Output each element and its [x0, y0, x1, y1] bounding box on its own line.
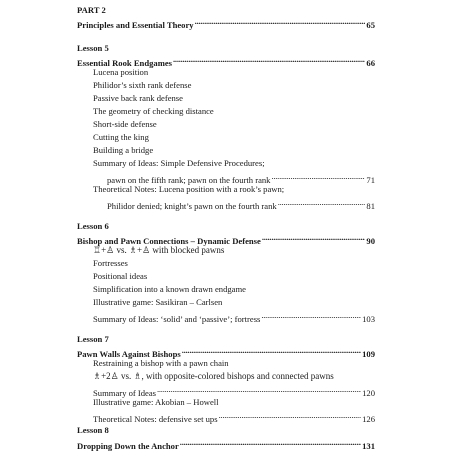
page-number: 90	[366, 236, 375, 246]
toc-subentry[interactable]: Lucena position	[93, 67, 149, 77]
page-number: 103	[362, 314, 375, 324]
entry-title: Bishop and Pawn Connections – Dynamic Defense	[77, 236, 261, 246]
entry-title: Summary of Ideas: ‘solid’ and ‘passive’; fortress	[93, 314, 261, 324]
lesson-8-label: Lesson 8	[77, 425, 109, 435]
toc-subentry[interactable]: ♖+♙ vs. ♗+♙ with blocked pawns	[93, 245, 225, 255]
dot-leader	[219, 409, 362, 422]
entry-title: Philidor denied; knight’s pawn on the fourth rank	[107, 201, 277, 211]
toc-subentry[interactable]: Restraining a bishop with a pawn chain	[93, 358, 229, 368]
toc-subentry[interactable]	[93, 383, 375, 396]
toc-subentry-continued[interactable]	[107, 196, 375, 209]
page-number: 120	[362, 388, 375, 398]
page-number: 109	[362, 349, 375, 359]
dot-leader	[271, 170, 365, 183]
toc-subentry[interactable]: The geometry of checking distance	[93, 106, 214, 116]
toc-subentry[interactable]: Cutting the king	[93, 132, 149, 142]
page-number: 126	[362, 414, 375, 424]
entry-title: Pawn Walls Against Bishops	[77, 349, 181, 359]
toc-subentry[interactable]: Theoretical Notes: Lucena position with a rook’s pawn;	[93, 184, 285, 194]
toc-subentry[interactable]	[93, 309, 375, 322]
entry-title: Theoretical Notes: defensive set ups	[93, 414, 218, 424]
dot-leader	[261, 309, 361, 322]
toc-subentry[interactable]	[93, 409, 375, 422]
toc-subentry[interactable]: Passive back rank defense	[93, 93, 183, 103]
toc-subentry[interactable]: Philidor’s sixth rank defense	[93, 80, 192, 90]
toc-subentry[interactable]: Fortresses	[93, 258, 128, 268]
toc-entry-lesson-5[interactable]	[77, 53, 375, 66]
dot-leader	[278, 196, 366, 209]
entry-title: Dropping Down the Anchor	[77, 441, 179, 451]
lesson-6-label: Lesson 6	[77, 221, 109, 231]
dot-leader	[180, 436, 361, 449]
toc-subentry[interactable]: Short-side defense	[93, 119, 157, 129]
toc-subentry[interactable]: Illustrative game: Akobian – Howell	[93, 397, 219, 407]
dot-leader	[195, 15, 366, 28]
lesson-5-label: Lesson 5	[77, 43, 109, 53]
dot-leader	[182, 344, 361, 357]
entry-title: Principles and Essential Theory	[77, 20, 194, 30]
part-label: PART 2	[77, 5, 106, 15]
entry-title: pawn on the fifth rank; pawn on the fourth rank	[107, 175, 271, 185]
entry-title: Summary of Ideas	[93, 388, 157, 398]
toc-subentry[interactable]: Simplification into a known drawn endgame	[93, 284, 246, 294]
dot-leader	[262, 231, 366, 244]
page-number: 66	[366, 58, 375, 68]
page-number: 81	[366, 201, 375, 211]
lesson-7-label: Lesson 7	[77, 334, 109, 344]
toc-subentry[interactable]: Illustrative game: Sasikiran – Carlsen	[93, 297, 223, 307]
dot-leader	[157, 383, 361, 396]
toc-subentry[interactable]: Positional ideas	[93, 271, 148, 281]
dot-leader	[173, 53, 365, 66]
toc-entry-lesson-6[interactable]	[77, 231, 375, 244]
toc-subentry[interactable]: Summary of Ideas: Simple Defensive Procedures;	[93, 158, 265, 168]
page-number: 65	[366, 20, 375, 30]
page-number: 131	[362, 441, 375, 451]
toc-entry-lesson-8[interactable]	[77, 436, 375, 449]
toc-subentry[interactable]: Building a bridge	[93, 145, 154, 155]
entry-title: Essential Rook Endgames	[77, 58, 173, 68]
toc-subentry[interactable]: ♗+2♙ vs. ♗, with opposite-colored bishops and connected pawns	[93, 371, 334, 381]
toc-subentry-continued[interactable]	[107, 170, 375, 183]
toc-entry-lesson-7[interactable]	[77, 344, 375, 357]
toc-entry-part-2[interactable]	[77, 15, 375, 28]
page-number: 71	[366, 175, 375, 185]
